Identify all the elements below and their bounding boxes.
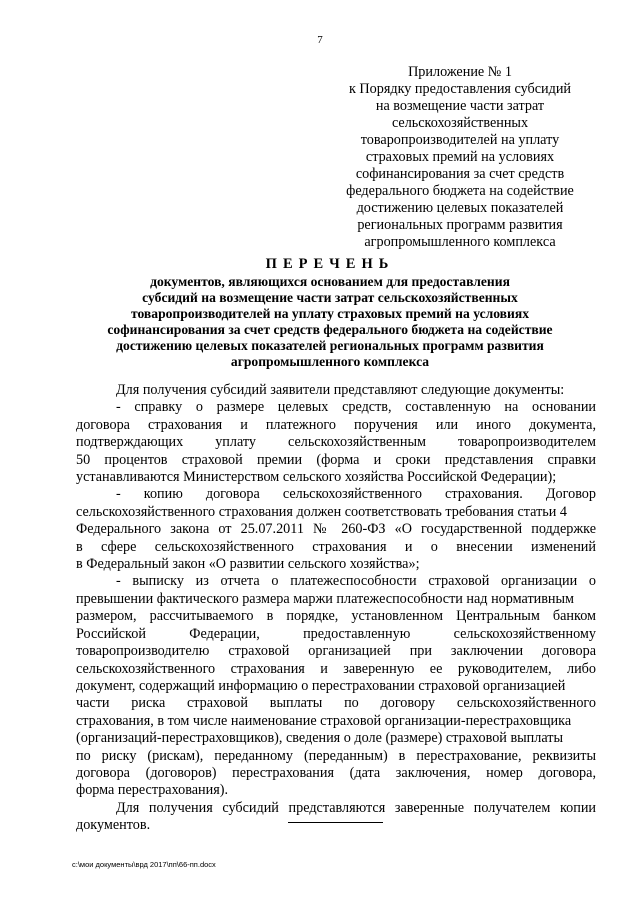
- title-line: субсидий на возмещение части затрат сельскохозяйственных: [142, 290, 518, 305]
- document-body: [76, 382, 596, 835]
- body-line: части риска страховой выплаты по договору сельскохозяйственного: [76, 695, 596, 712]
- body-line: подтверждающих уплату сельскохозяйственным товаропроизводителем: [76, 434, 596, 451]
- body-line: - копию договора сельскохозяйственного страхования. Договор: [116, 486, 596, 503]
- body-line: Российской Федерации, предоставленную сельскохозяйственному: [76, 625, 596, 642]
- separator-line: [288, 822, 383, 823]
- body-line: 50 процентов страховой премии (форма и сроки представления справки: [76, 451, 596, 468]
- appendix-line: агропромышленного комплекса: [364, 234, 556, 250]
- body-line: - справку о размере целевых средств, составленную на основании: [116, 399, 596, 416]
- body-line: в Федеральный закон «О развитии сельского хозяйства»;: [76, 556, 420, 573]
- appendix-line: на возмещение части затрат: [375, 98, 545, 114]
- appendix-line: федерального бюджета на содействие: [346, 183, 574, 199]
- appendix-line: софинансирования за счет средств: [355, 166, 565, 182]
- body-line: устанавливаются Министерством сельского хозяйства Российской Федерации);: [76, 469, 557, 486]
- document-title: [100, 254, 560, 370]
- body-line: страхования, в том числе наименование страховой организации-перестраховщика: [76, 712, 572, 729]
- title-line: документов, являющихся основанием для предоставления: [150, 274, 510, 289]
- body-line: (организаций-перестраховщиков), сведения о доле (размере) страховой выплаты: [76, 730, 564, 747]
- file-path-footer: c:\мои документы\врд 2017\пп\66-пп.docx: [72, 860, 216, 869]
- title-heading: ПЕРЕЧЕНЬ: [265, 256, 395, 272]
- appendix-line: Приложение № 1: [408, 64, 512, 80]
- body-line: форма перестрахования).: [76, 782, 229, 799]
- appendix-header: [330, 64, 590, 251]
- body-line: Для получения субсидий заявители представляют следующие документы:: [116, 382, 565, 398]
- body-line: документ, содержащий информацию о перестраховании страховой организацией: [76, 677, 566, 694]
- title-subheading: [100, 274, 560, 370]
- body-line: в сфере сельскохозяйственного страхования и о внесении изменений: [76, 538, 596, 555]
- title-line: товаропроизводителей на уплату страховых премий на условиях: [130, 306, 530, 321]
- appendix-line: товаропроизводителей на уплату: [360, 132, 560, 148]
- page-number: 7: [317, 34, 323, 46]
- appendix-line: сельскохозяйственных: [391, 115, 529, 131]
- appendix-line: региональных программ развития: [357, 217, 563, 233]
- title-line: достижению целевых показателей региональных программ развития: [116, 338, 544, 353]
- body-line: договора (договоров) перестрахования (дата заключения, номер договора,: [76, 764, 596, 781]
- body-line: размером, рассчитываемого в порядке, установленном Центральным банком: [76, 608, 596, 625]
- title-line: агропромышленного комплекса: [230, 354, 430, 369]
- appendix-line: достижению целевых показателей: [356, 200, 564, 216]
- body-line: Для получения субсидий представляются заверенные получателем копии: [116, 799, 596, 816]
- body-line: договора страхования и платежного поручения или иного документа,: [76, 416, 596, 433]
- body-line: сельскохозяйственного страхования и заверенную ее руководителем, либо: [76, 660, 596, 677]
- title-line: софинансирования за счет средств федерального бюджета на содействие: [107, 322, 553, 337]
- appendix-line: к Порядку предоставления субсидий: [348, 81, 572, 97]
- body-line: превышении фактического размера маржи платежеспособности над нормативным: [76, 590, 575, 607]
- body-line: товаропроизводителю страховой организацией при заключении договора: [76, 643, 596, 660]
- appendix-line: страховых премий на условиях: [365, 149, 555, 165]
- body-line: - выписку из отчета о платежеспособности страховой организации о: [116, 573, 596, 590]
- body-line: документов.: [76, 817, 151, 834]
- body-line: по риску (рискам), переданному (переданным) в перестрахование, реквизиты: [76, 747, 596, 764]
- body-line: сельскохозяйственного страхования должен соответствовать требования статьи 4: [76, 503, 568, 520]
- body-line: Федерального закона от 25.07.2011 № 260-ФЗ «О государственной поддержке: [76, 521, 596, 538]
